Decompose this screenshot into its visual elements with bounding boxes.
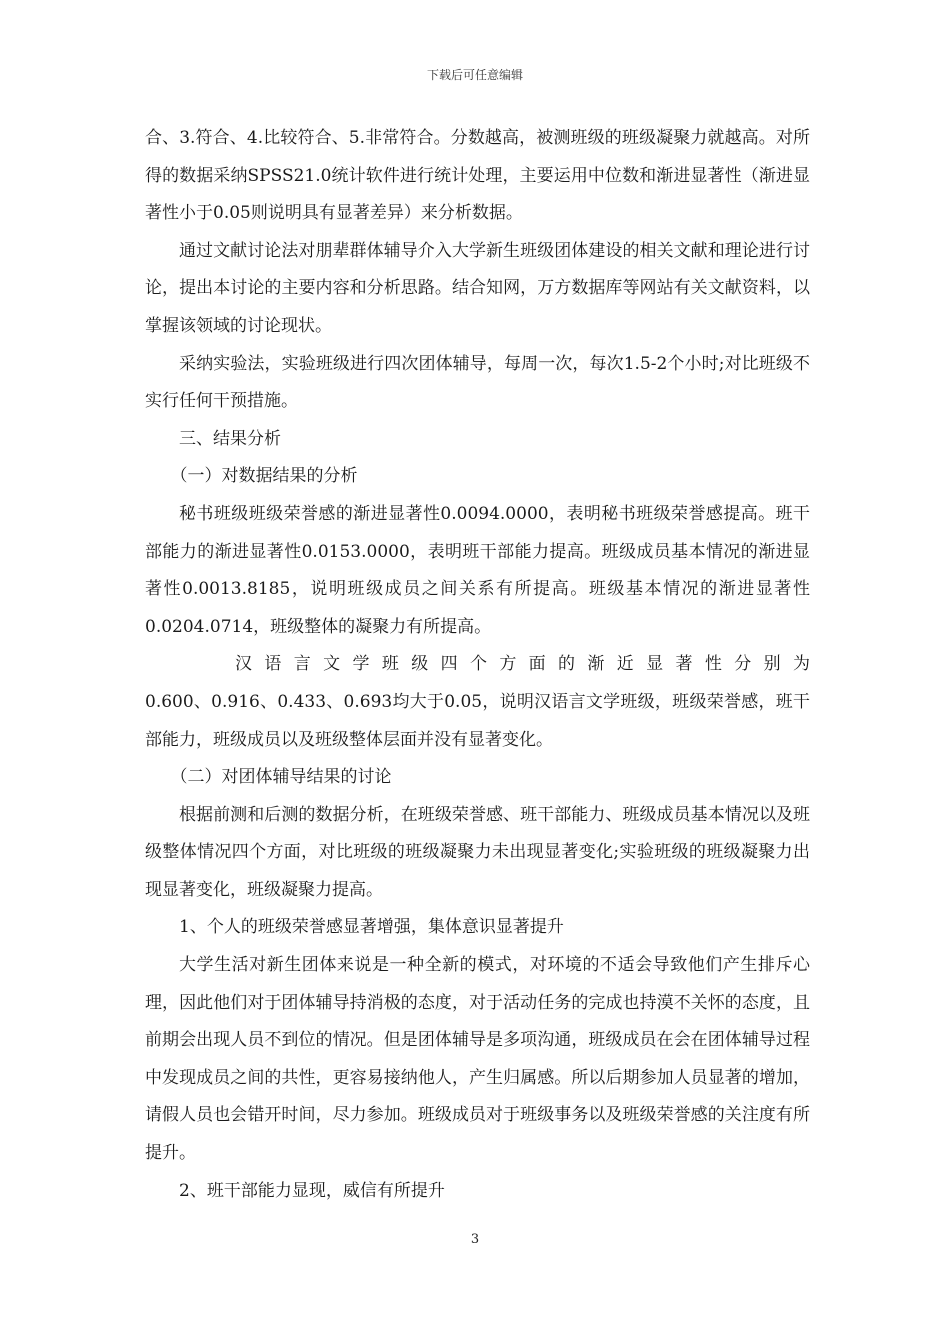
paragraph-secretary-class-results: 秘书班级班级荣誉感的渐进显著性0.0094.0000，表明秘书班级荣誉感提高。班干部能力的渐进显著性0.0153.0000，表明班干部能力提高。班级成员基本情况的渐进显著性0.0013.8185，说明班级成员之间关系有所提高。班级基本情况的渐进显著性0.0204.0714，班级整体的凝聚力有所提高。 — [145, 503, 810, 637]
subsection-heading-data-analysis: （一）对数据结果的分析 — [170, 466, 358, 487]
point-heading-honor: 1、个人的班级荣誉感显著增强，集体意识显著提升 — [179, 917, 564, 938]
paragraph-literature-method: 通过文献讨论法对朋辈群体辅导介入大学新生班级团体建设的相关文献和理论进行讨论，提出本讨论的主要内容和分析思路。结合知网，万方数据库等网站有关文献资料，以掌握该领域的讨论现状。 — [145, 240, 810, 336]
paragraph-pre-post-analysis: 根据前测和后测的数据分析，在班级荣誉感、班干部能力、班级成员基本情况以及班级整体情况四个方面，对比班级的班级凝聚力未出现显著变化;实验班级的班级凝聚力出现显著变化，班级凝聚力提高。 — [145, 804, 810, 900]
section-heading-results: 三、结果分析 — [179, 428, 281, 449]
paragraph-scale-description: 合、3.符合、4.比较符合、5.非常符合。分数越高，被测班级的班级凝聚力就越高。对所得的数据采纳SPSS21.0统计软件进行统计处理，主要运用中位数和渐进显著性（渐进显著性小于0.05则说明具有显著差异）来分析数据。 — [145, 128, 810, 224]
paragraph-freshman-adaptation: 大学生活对新生团体来说是一种全新的模式，对环境的不适会导致他们产生排斥心理，因此他们对于团体辅导持消极的态度，对于活动任务的完成也持漠不关怀的态度，且前期会出现人员不到位的情况。但是团体辅导是多项沟通，班级成员在会在团体辅导过程中发现成员之间的共性，更容易接纳他人，产生归属感。所以后期参加人员显著的增加，请假人员也会错开时间，尽力参加。班级成员对于班级事务以及班级荣誉感的关注度有所提升。 — [145, 955, 810, 1164]
paragraph-experiment-method: 采纳实验法，实验班级进行四次团体辅导，每周一次，每次1.5-2个小时;对比班级不实行任何干预措施。 — [145, 353, 810, 412]
paragraph-chinese-class-line1: 汉语言文学班级四个方面的渐近显著性分别为 — [235, 654, 810, 675]
page-number: 3 — [470, 1232, 480, 1247]
subsection-heading-discussion: （二）对团体辅导结果的讨论 — [170, 767, 392, 788]
document-body — [145, 120, 810, 1210]
point-heading-cadre-ability: 2、班干部能力显现，威信有所提升 — [179, 1180, 445, 1201]
page-header: 下载后可任意编辑 — [426, 68, 523, 82]
paragraph-chinese-class-results: 0.600、0.916、0.433、0.693均大于0.05，说明汉语言文学班级，班级荣誉感，班干部能力，班级成员以及班级整体层面并没有显著变化。 — [145, 691, 810, 750]
